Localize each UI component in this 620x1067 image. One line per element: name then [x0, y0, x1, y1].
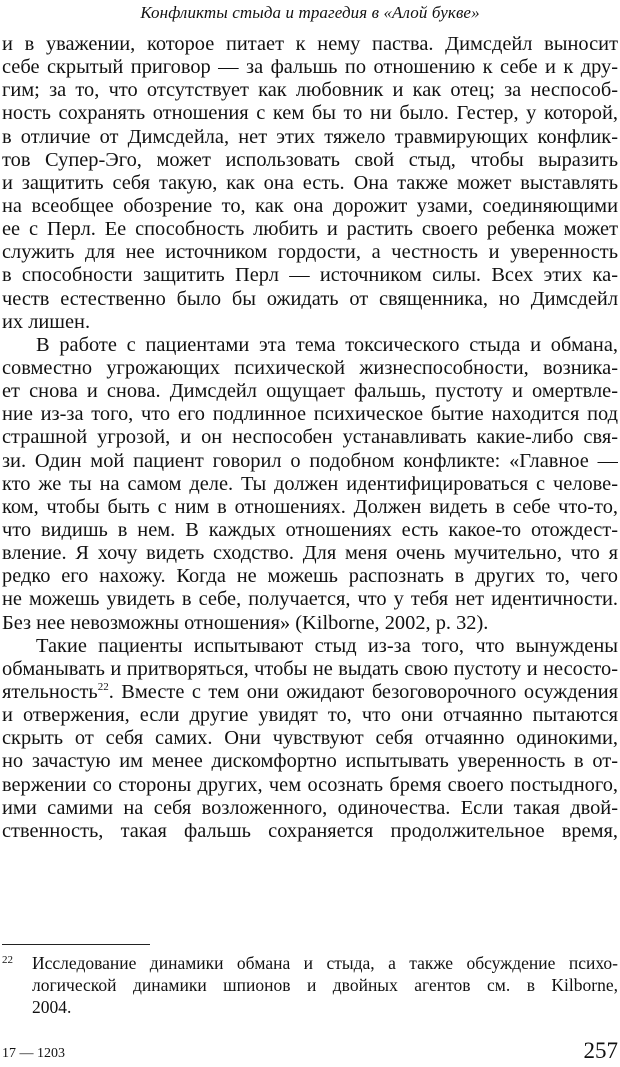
text-line: не можешь увидеть в себе, получается, что у тебя нет идентичности.: [2, 588, 618, 611]
text-line: кто же ты на самом деле. Ты должен идентифицироваться с челове-: [2, 472, 618, 495]
text-line: ность сохранять отношения с кем бы то ни было. Гестер, у которой,: [2, 102, 618, 125]
page-number: 257: [583, 1038, 618, 1063]
text-line: и отвержения, если другие увидят то, что они отчаянно пытаются: [2, 704, 618, 727]
text-line: тов Супер-Эго, может использовать свой стыд, чтобы выразить: [2, 148, 618, 171]
text-line: вление. Я хочу видеть сходство. Для меня очень мучительно, что я: [2, 542, 618, 565]
text-line: и в уважении, которое питает к нему паства. Димсдейл выносит: [2, 33, 618, 55]
paragraph-start-line: В работе с пациентами эта тема токсического стыда и обмана,: [36, 333, 618, 356]
body-text: [2, 33, 618, 843]
text-fragment: ятельность: [2, 680, 98, 703]
text-line: ком, чтобы быть с ним в отношениях. Должен видеть в себе что-то,: [2, 495, 618, 518]
footnote-body: [32, 952, 618, 1018]
footnote-line: 2004.: [32, 997, 72, 1017]
text-line: что видишь в нем. В каждых отношениях есть какое-то отождест-: [2, 518, 618, 541]
printer-signature: 17 — 1203: [2, 1046, 65, 1061]
footnote-reference[interactable]: 22: [97, 680, 109, 693]
text-line: гим; за то, что отсутствует как любовник и как отец; за неспособ-: [2, 79, 618, 102]
text-line: зи. Один мой пациент говорил о подобном конфликте: «Главное —: [2, 449, 618, 472]
text-line: и защитить себя такую, как она есть. Она также может выставлять: [2, 171, 618, 194]
footnote-number: 22: [2, 954, 13, 966]
text-fragment: . Вместе с тем они ожидают безоговорочного осуждения: [108, 680, 618, 703]
footnote: [2, 952, 618, 1018]
text-line: в отличие от Димсдейла, нет этих тяжело травмирующих конфлик-: [2, 125, 618, 148]
text-line: скрыть от себя самих. Они чувствуют себя отчаянно одинокими,: [2, 727, 618, 750]
text-line: вержении со стороны других, чем осознать бремя своего постыдного,: [2, 773, 618, 796]
text-line: совместно угрожающих психической жизнеспособности, возника-: [2, 356, 618, 379]
footnote-line: Исследование динамики обмана и стыда, а также обсуждение психо-: [32, 953, 618, 973]
footnote-line: логической динамики шпионов и двойных агентов см. в Kilborne,: [32, 975, 618, 995]
text-line: служить для нее источником гордости, а честность и уверенность: [2, 241, 618, 264]
text-line: ственность, такая фальшь сохраняется продолжительное время,: [2, 819, 618, 842]
text-line: ние из-за того, что его подлинное психическое бытие находится под: [2, 403, 618, 426]
text-line: их лишен.: [2, 310, 91, 333]
running-head: Конфликты стыда и трагедия в «Алой букве»: [140, 3, 480, 22]
text-line: на всеобщее обозрение то, как она дорожит узами, соединяющими: [2, 194, 618, 217]
text-line: [2, 681, 618, 704]
text-line: но зачастую им менее дискомфортно испытывать уверенность в от-: [2, 750, 618, 773]
text-line: ее с Перл. Ее способность любить и растить своего ребенка может: [2, 218, 618, 241]
text-line: ими самими на себя возложенного, одиночества. Если такая двой-: [2, 796, 618, 819]
text-line: честв естественно было бы ожидать от священника, но Димсдейл: [2, 287, 618, 310]
text-line: редко его нахожу. Когда не можешь распознать в других то, чего: [2, 565, 618, 588]
text-line: обманывать и притворяться, чтобы не выдать свою пустоту и несосто-: [2, 657, 618, 680]
footnote-divider: [2, 944, 150, 945]
paragraph-start-line: Такие пациенты испытывают стыд из-за того, что вынуждены: [36, 634, 618, 657]
text-line: в способности защитить Перл — источником силы. Всех этих ка-: [2, 264, 618, 287]
text-line: себе скрытый приговор — за фальшь по отношению к себе и к дру-: [2, 56, 618, 79]
text-line: ет снова и снова. Димсдейл ощущает фальшь, пустоту и омертвле-: [2, 380, 618, 403]
text-line: страшной угрозой, и он неспособен устанавливать какие-либо свя-: [2, 426, 618, 449]
text-line: Без нее невозможны отношения» (Kilborne, 2002, p. 32).: [2, 611, 489, 634]
